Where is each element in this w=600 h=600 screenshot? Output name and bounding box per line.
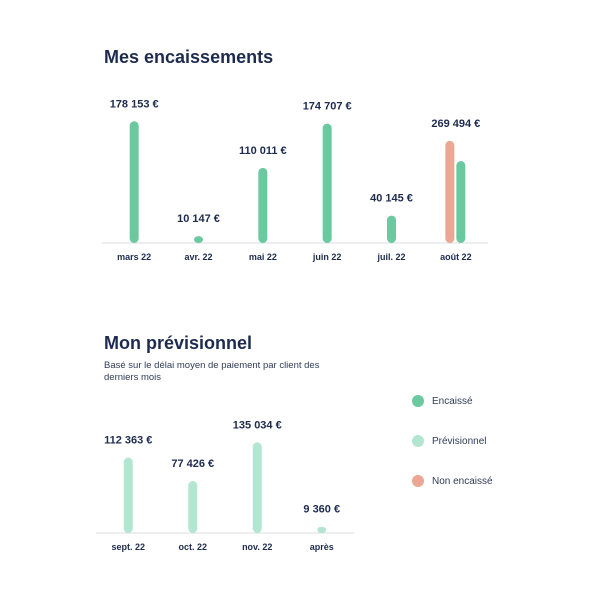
legend-dot-non-encaisse (412, 475, 424, 487)
bar-value-label: 135 034 € (232, 419, 282, 432)
legend-label: Encaissé (432, 395, 473, 407)
x-tick-label: sept. 22 (111, 542, 146, 552)
x-tick-label: avr. 22 (184, 252, 213, 262)
x-tick-label: après (309, 542, 334, 552)
bar-prévisionnel (188, 481, 197, 533)
bar-value-label: 40 145 € (370, 192, 413, 205)
legend-item-encaisse (412, 394, 493, 408)
bar-value-label: 10 147 € (177, 213, 220, 226)
x-tick-label: juin 22 (312, 252, 342, 262)
legend-dot-previsionnel (412, 435, 424, 447)
bar-value-label: 77 426 € (171, 458, 215, 471)
legend-label: Prévisionnel (432, 435, 487, 447)
bar-prévisionnel (317, 527, 326, 533)
x-tick-label: juil. 22 (377, 252, 406, 262)
x-tick-label: août 22 (440, 252, 472, 262)
bar-prévisionnel (124, 458, 133, 533)
encaissements-title: Mes encaissements (104, 47, 274, 67)
legend-dot-encaisse (412, 395, 424, 407)
x-tick-label: nov. 22 (242, 542, 273, 552)
previsionnel-title: Mon prévisionnel (104, 333, 253, 353)
x-tick-label: mars 22 (117, 252, 152, 262)
legend-item-previsionnel (412, 434, 493, 448)
chart-legend (412, 394, 493, 514)
bar-value-label: 269 494 € (431, 117, 481, 130)
bar-prévisionnel (253, 442, 262, 533)
legend-item-non-encaisse (412, 474, 493, 488)
bar-value-label: 110 011 € (238, 144, 287, 157)
x-tick-label: oct. 22 (178, 542, 208, 552)
bar-value-label: 9 360 € (303, 503, 341, 516)
x-tick-label: mai 22 (248, 252, 277, 262)
legend-label: Non encaissé (432, 475, 493, 487)
bar-value-label: 174 707 € (302, 100, 352, 113)
bar-value-label: 112 363 € (104, 434, 153, 447)
bar-value-label: 178 153 € (109, 98, 159, 111)
previsionnel-subtitle: Basé sur le délai moyen de paiement par client des derniers mois (104, 360, 320, 383)
